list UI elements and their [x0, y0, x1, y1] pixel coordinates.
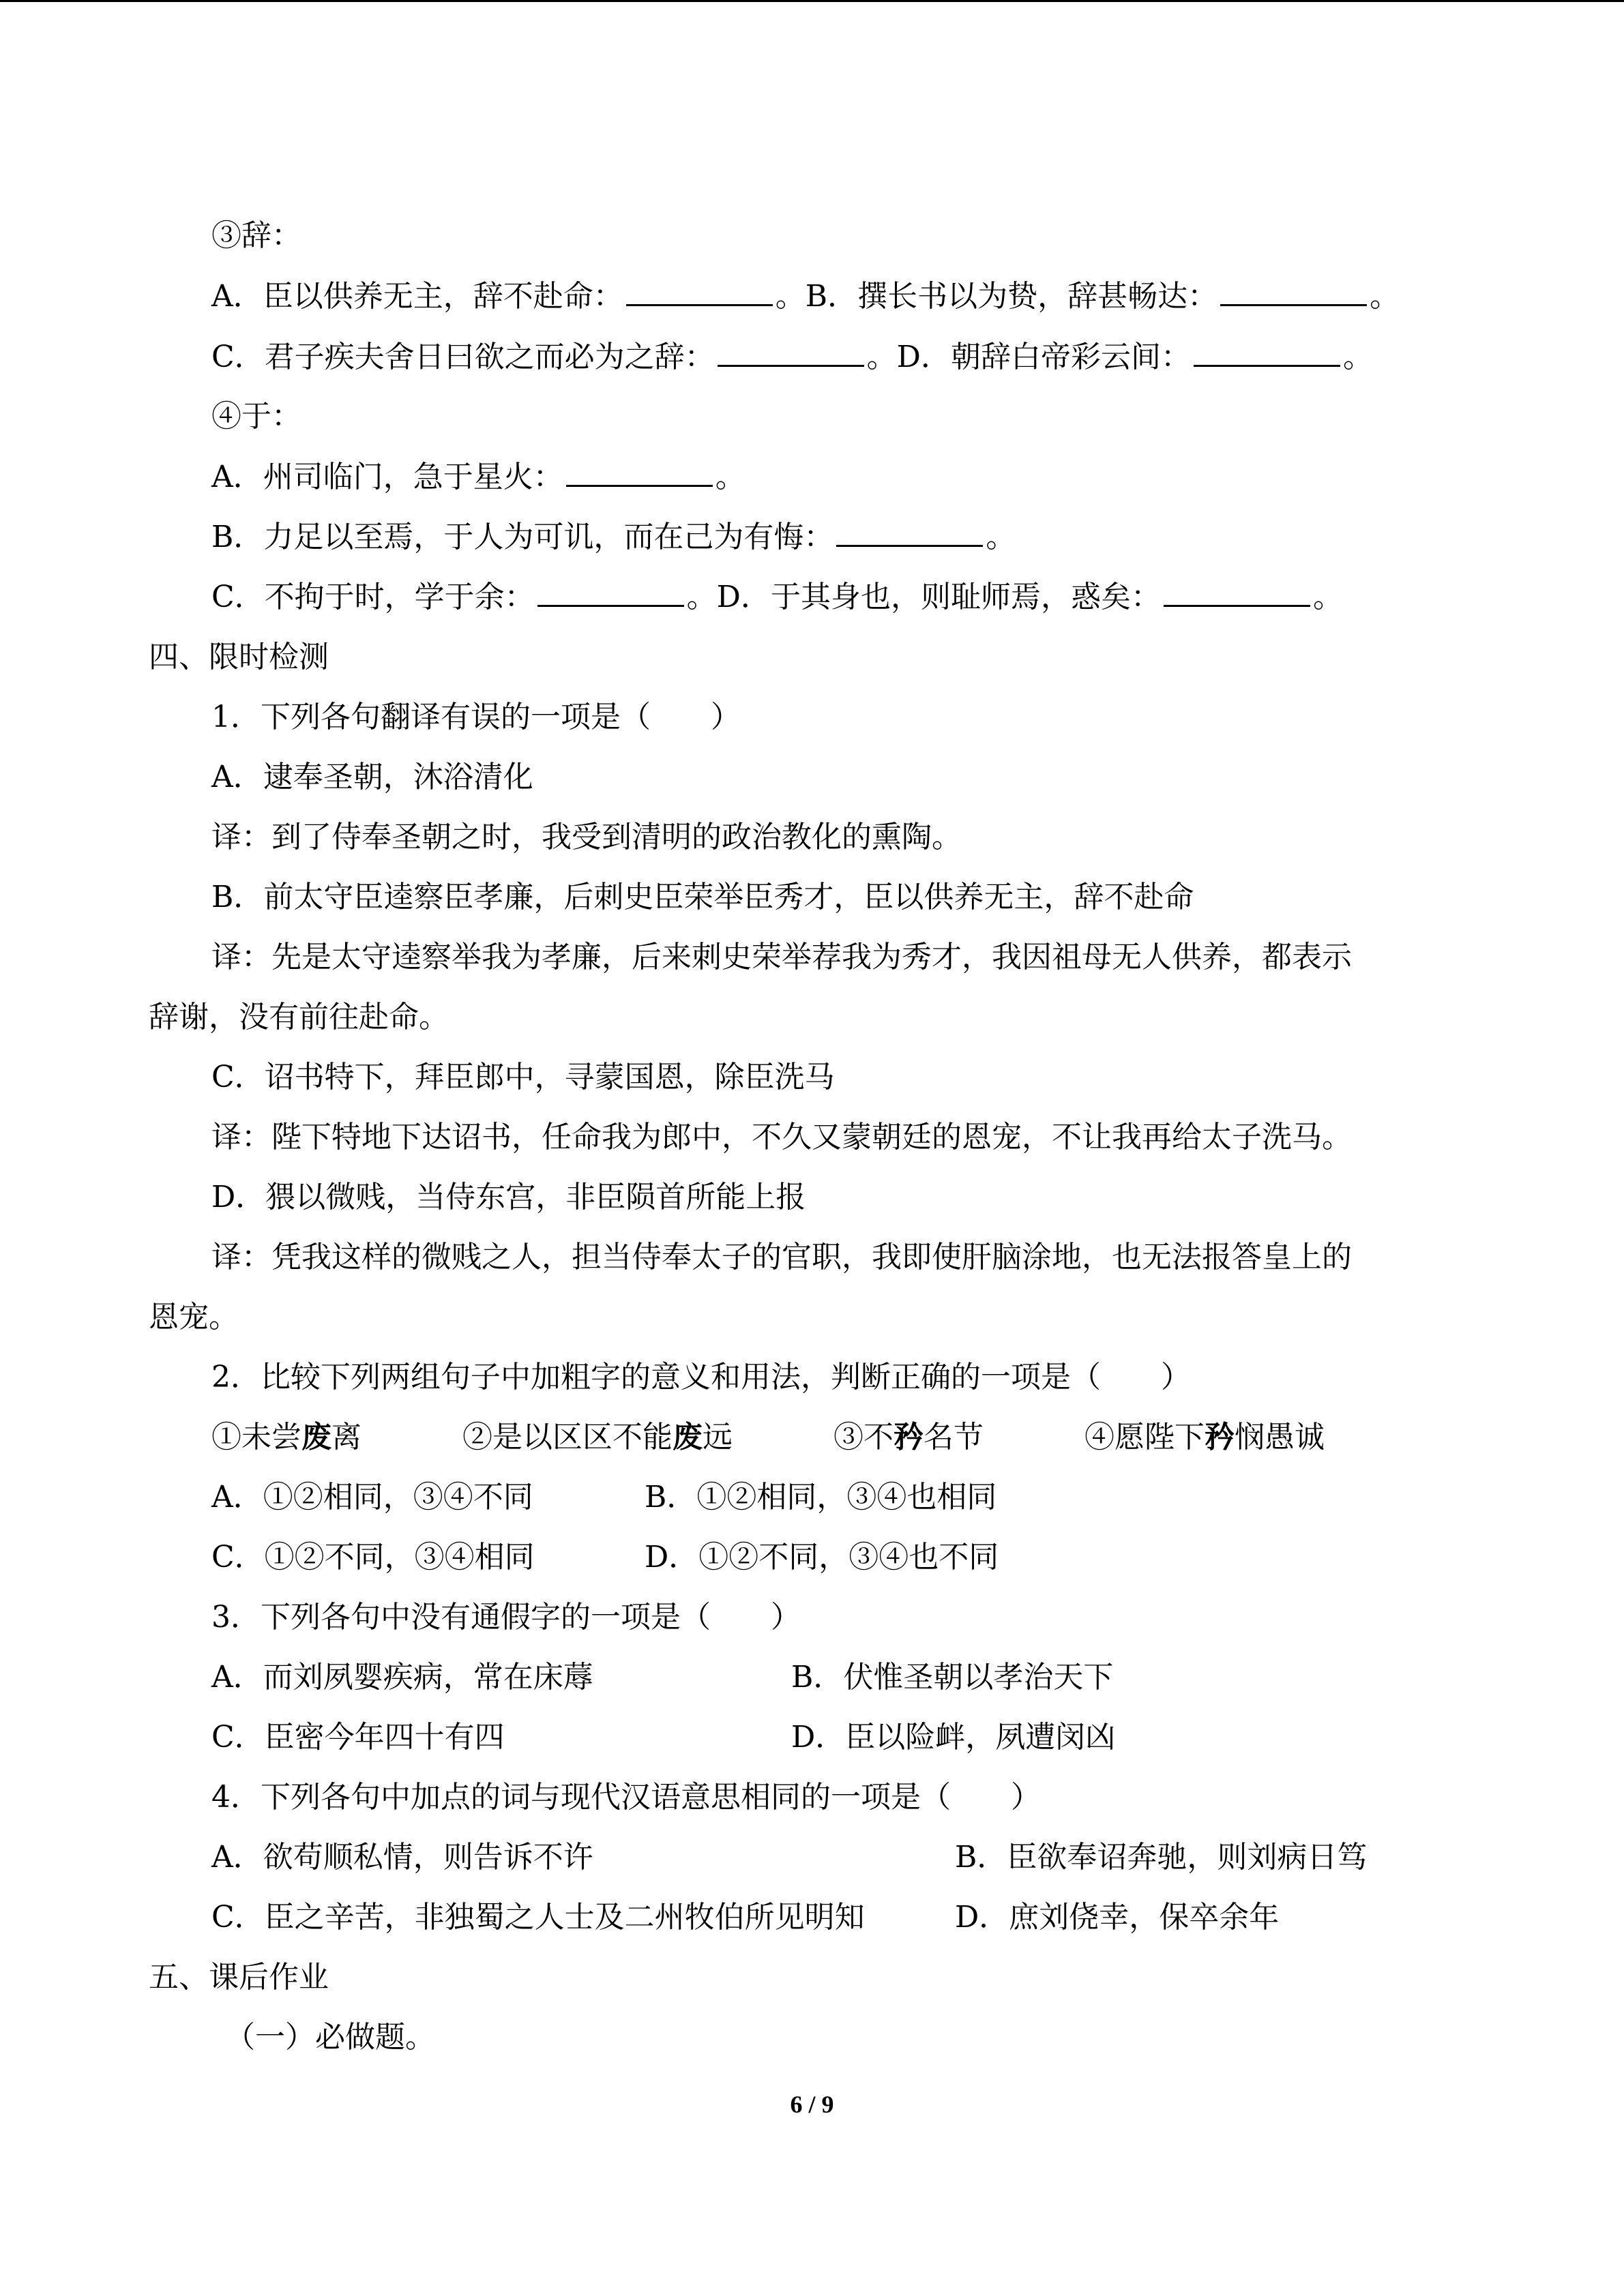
answer-blank[interactable]: [1194, 338, 1340, 367]
fill-line: B．力足以至焉，于人为可讥，而在己为有悔： 。: [211, 517, 1016, 558]
option-b[interactable]: B．臣欲奉诏奔驰，则刘病日笃: [955, 1840, 1368, 1875]
option-a[interactable]: A．逮奉圣朝，沐浴清化: [211, 760, 533, 794]
question-stem: 1．下列各句翻译有误的一项是（ ）: [211, 700, 741, 734]
translation: 译：到了侍奉圣朝之时，我受到清明的政治教化的熏陶。: [211, 820, 962, 854]
translation: 译：先是太守逵察举我为孝廉，后来刺史荣举荐我为秀才，我因祖母无人供养，都表示: [211, 940, 1352, 974]
page-number: 6 / 9: [790, 2091, 834, 2118]
fill-line: C．君子疾夫舍日曰欲之而必为之辞： 。D．朝辞白帝彩云间： 。: [211, 337, 1373, 378]
sentence-2: ②是以区区不能废远: [462, 1420, 733, 1455]
subitem-label: ③辞：: [211, 218, 301, 253]
answer-blank[interactable]: [1220, 277, 1367, 306]
sentence-4: ④愿陛下矜悯愚诚: [1084, 1420, 1325, 1455]
translation-cont: 辞谢，没有前往赴命。: [149, 1000, 449, 1034]
option-c[interactable]: C．诏书特下，拜臣郎中，寻蒙国恩，除臣洗马: [211, 1060, 835, 1094]
option-c[interactable]: C．①②不同，③④相同: [211, 1540, 535, 1575]
answer-blank[interactable]: [836, 518, 983, 547]
subsection-heading: （一）必做题。: [225, 2020, 435, 2055]
option-b[interactable]: B．伏惟圣朝以孝治天下: [791, 1660, 1114, 1695]
option-d[interactable]: D．猥以微贱，当侍东宫，非臣陨首所能上报: [211, 1180, 806, 1214]
section-heading: 四、限时检测: [149, 640, 329, 674]
sentence-1: ①未尝废离: [211, 1420, 361, 1455]
answer-blank[interactable]: [718, 338, 864, 367]
option-a[interactable]: A．而刘夙婴疾病，常在床蓐: [211, 1660, 593, 1695]
option-a[interactable]: A．欲苟顺私情，则告诉不许: [211, 1840, 593, 1875]
fill-line: A．臣以供养无主，辞不赴命： 。B．撰长书以为贽，辞甚畅达： 。: [211, 276, 1400, 317]
option-d[interactable]: D．臣以险衅，夙遭闵凶: [791, 1720, 1116, 1755]
subitem-label: ④于：: [211, 399, 301, 434]
option-d[interactable]: D．①②不同，③④也不同: [645, 1540, 999, 1575]
answer-blank[interactable]: [626, 277, 773, 306]
translation: 译：凭我这样的微贱之人，担当侍奉太子的官职，我即使肝脑涂地，也无法报答皇上的: [211, 1240, 1352, 1274]
option-c[interactable]: C．臣密今年四十有四: [211, 1720, 505, 1755]
option-b[interactable]: B．前太守臣逵察臣孝廉，后刺史臣荣举臣秀才，臣以供养无主，辞不赴命: [211, 880, 1194, 914]
question-stem: 2．比较下列两组句子中加粗字的意义和用法，判断正确的一项是（ ）: [211, 1360, 1191, 1395]
section-heading: 五、课后作业: [149, 1960, 329, 1995]
fill-line: A．州司临门，急于星火： 。: [211, 457, 745, 498]
translation-cont: 恩宠。: [149, 1300, 239, 1335]
option-b[interactable]: B．①②相同，③④也相同: [645, 1480, 997, 1515]
answer-blank[interactable]: [537, 578, 684, 607]
sentence-3: ③不矜名节: [833, 1420, 984, 1455]
fill-line: C．不拘于时，学于余： 。D．于其身也，则耻师焉，惑矣： 。: [211, 577, 1343, 618]
question-stem: 4．下列各句中加点的词与现代汉语意思相同的一项是（ ）: [211, 1780, 1041, 1815]
question-stem: 3．下列各句中没有通假字的一项是（ ）: [211, 1600, 801, 1635]
answer-blank[interactable]: [1164, 578, 1310, 607]
option-a[interactable]: A．①②相同，③④不同: [211, 1480, 533, 1515]
answer-blank[interactable]: [566, 458, 713, 487]
translation: 译：陛下特地下达诏书，任命我为郎中，不久又蒙朝廷的恩宠，不让我再给太子洗马。: [211, 1120, 1352, 1154]
option-d[interactable]: D．庶刘侥幸，保卒余年: [955, 1900, 1280, 1935]
option-c[interactable]: C．臣之辛苦，非独蜀之人士及二州牧伯所见明知: [211, 1900, 865, 1935]
sentence-group: [211, 1417, 1325, 1458]
